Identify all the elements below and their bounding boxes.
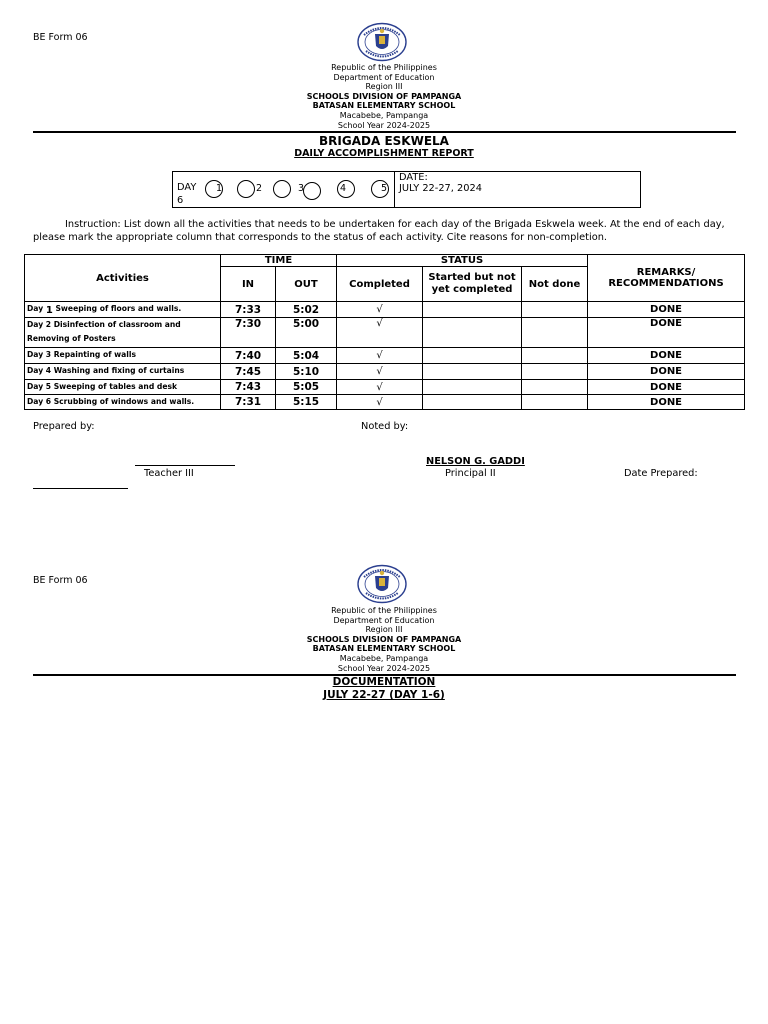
location-line: Macabebe, Pampanga (339, 110, 429, 120)
col-remarks: REMARKS/ RECOMMENDATIONS (588, 255, 745, 302)
time-in-cell: 7:43 (221, 380, 276, 395)
deped-seal-icon (356, 564, 408, 604)
day-date-box (172, 171, 641, 208)
started-cell (423, 348, 522, 364)
republic-line: Republic of the Philippines (331, 63, 437, 72)
day-box-divider (394, 172, 395, 207)
day-3-extra-circle[interactable] (303, 182, 321, 200)
activity-cell: Day 1 Sweeping of floors and walls. (25, 302, 221, 318)
started-cell (423, 364, 522, 380)
school-year-line: School Year 2024-2025 (337, 663, 431, 673)
date-value: JULY 22-27, 2024 (399, 183, 482, 194)
division-line: SCHOOLS DIVISION OF PAMPANGA (306, 634, 462, 644)
remarks-cell: DONE (588, 318, 745, 348)
col-not-done: Not done (522, 267, 588, 302)
teacher-title: Teacher III (144, 468, 194, 479)
time-out-cell: 5:10 (276, 364, 337, 380)
department-line: Department of Education (333, 615, 435, 625)
time-in-cell: 7:45 (221, 364, 276, 380)
day-number-6: 6 (177, 195, 184, 206)
documentation-subtitle: JULY 22-27 (DAY 1-6) (323, 689, 445, 701)
completed-check-cell: √ (337, 395, 423, 410)
remarks-cell: DONE (588, 364, 745, 380)
school-line: BATASAN ELEMENTARY SCHOOL (312, 644, 456, 654)
time-in-cell: 7:30 (221, 318, 276, 348)
principal-name: NELSON G. GADDI (426, 456, 525, 467)
date-prepared-line (33, 488, 128, 489)
time-out-cell: 5:02 (276, 302, 337, 318)
table-row (25, 318, 745, 348)
not-done-cell (522, 380, 588, 395)
completed-check-cell: √ (337, 364, 423, 380)
completed-check-cell: √ (337, 318, 423, 348)
agency-header-2 (0, 606, 768, 673)
noted-by-label: Noted by: (361, 421, 409, 432)
school-line: BATASAN ELEMENTARY SCHOOL (312, 101, 456, 111)
teacher-signature-line (135, 465, 235, 466)
date-label: DATE: (399, 172, 428, 183)
time-out-cell: 5:05 (276, 380, 337, 395)
accomplishment-table (24, 254, 745, 410)
day-number-3: 3 (298, 183, 305, 194)
location-line: Macabebe, Pampanga (339, 653, 429, 663)
day-number-4: 4 (340, 183, 347, 194)
table-row (25, 395, 745, 410)
started-cell (423, 395, 522, 410)
day-label: DAY (177, 182, 197, 193)
remarks-cell: DONE (588, 302, 745, 318)
day-2-circle[interactable] (237, 180, 255, 198)
not-done-cell (522, 364, 588, 380)
day-number-1: 1 (216, 183, 223, 194)
time-in-cell: 7:31 (221, 395, 276, 410)
time-out-cell: 5:00 (276, 318, 337, 348)
principal-title: Principal II (445, 468, 496, 479)
form-code-2: BE Form 06 (33, 575, 88, 586)
activity-cell: Day 3 Repainting of walls (25, 348, 221, 364)
header-rule (33, 131, 736, 133)
not-done-cell (522, 395, 588, 410)
not-done-cell (522, 348, 588, 364)
form-code: BE Form 06 (33, 32, 88, 43)
time-in-cell: 7:40 (221, 348, 276, 364)
day-number-2: 2 (256, 183, 263, 194)
agency-header (0, 63, 768, 130)
remarks-cell: DONE (588, 395, 745, 410)
activity-cell: Day 6 Scrubbing of windows and walls. (25, 395, 221, 410)
date-prepared-label: Date Prepared: (624, 468, 698, 479)
completed-check-cell: √ (337, 380, 423, 395)
started-cell (423, 318, 522, 348)
col-out: OUT (276, 267, 337, 302)
activity-cell: Day 2 Disinfection of classroom and Removing of Posters (25, 318, 221, 348)
instruction-text: Instruction: List down all the activities that needs to be undertaken for each day of the Brigada Eskwela week. At the end of each day, please mark the appropriate column that corresponds to the status of each activity. Cite reasons for non-completion. (33, 219, 725, 243)
table-row (25, 380, 745, 395)
col-started: Started but not yet completed (423, 267, 522, 302)
completed-check-cell: √ (337, 348, 423, 364)
remarks-cell: DONE (588, 348, 745, 364)
activity-cell: Day 4 Washing and fixing of curtains (25, 364, 221, 380)
day-number-5: 5 (381, 183, 388, 194)
col-in: IN (221, 267, 276, 302)
time-in-cell: 7:33 (221, 302, 276, 318)
school-year-line: School Year 2024-2025 (337, 120, 431, 130)
prepared-by-label: Prepared by: (33, 421, 95, 432)
deped-seal-icon (356, 22, 408, 62)
activity-cell: Day 5 Sweeping of tables and desk (25, 380, 221, 395)
page-title: BRIGADA ESKWELA (319, 134, 449, 148)
department-line: Department of Education (333, 72, 435, 82)
republic-line: Republic of the Philippines (331, 606, 437, 615)
table-row (25, 302, 745, 318)
time-out-cell: 5:04 (276, 348, 337, 364)
region-line: Region III (365, 625, 403, 635)
col-time: TIME (221, 255, 337, 267)
page-subtitle: DAILY ACCOMPLISHMENT REPORT (294, 148, 474, 159)
time-out-cell: 5:15 (276, 395, 337, 410)
not-done-cell (522, 302, 588, 318)
not-done-cell (522, 318, 588, 348)
col-completed: Completed (337, 267, 423, 302)
col-activities: Activities (25, 255, 221, 302)
documentation-title: DOCUMENTATION (332, 676, 436, 688)
region-line: Region III (365, 82, 403, 92)
remarks-cell: DONE (588, 380, 745, 395)
day-3-circle[interactable] (273, 180, 291, 198)
col-status: STATUS (337, 255, 588, 267)
started-cell (423, 380, 522, 395)
table-header-row-1 (25, 255, 745, 267)
started-cell (423, 302, 522, 318)
table-row (25, 348, 745, 364)
division-line: SCHOOLS DIVISION OF PAMPANGA (306, 91, 462, 101)
table-row (25, 364, 745, 380)
completed-check-cell: √ (337, 302, 423, 318)
